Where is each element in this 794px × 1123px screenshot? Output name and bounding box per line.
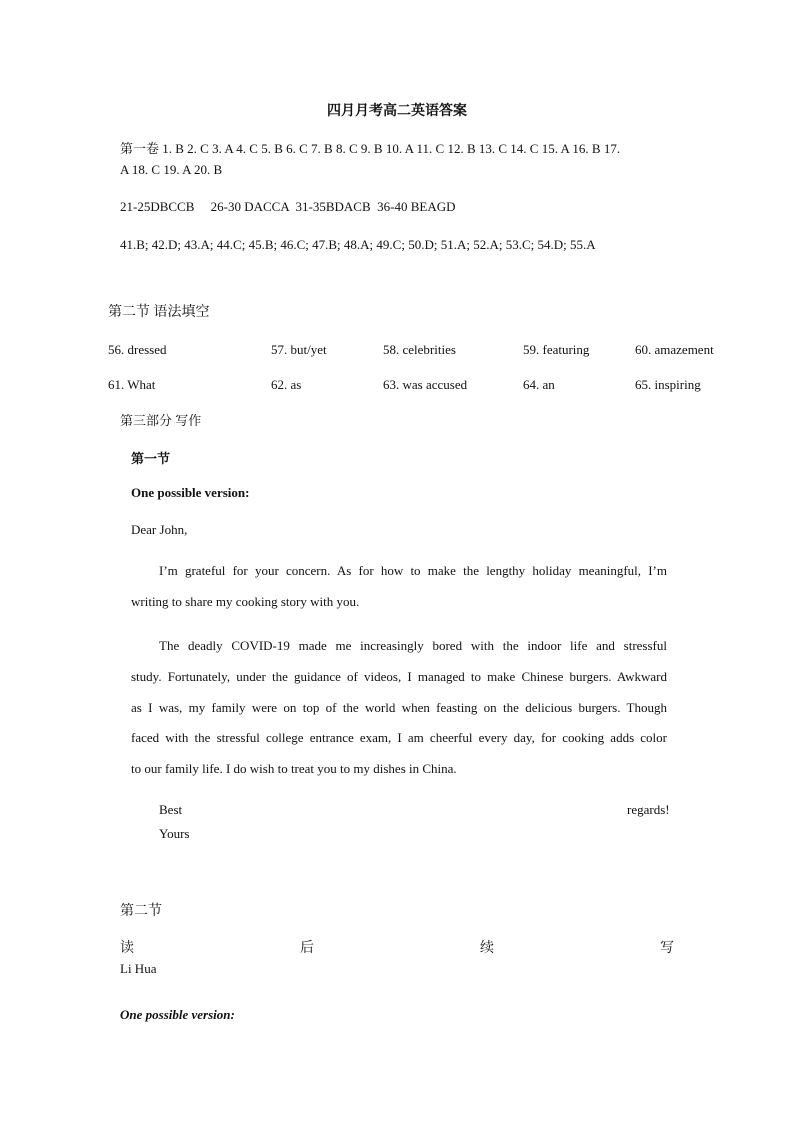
answers-part1-line4: 41.B; 42.D; 43.A; 44.C; 45.B; 46.C; 47.B; 48.A; 49.C; 50.D; 51.A; 52.A; 53.C; 54.D; 55.A — [120, 237, 596, 252]
grammar-answer: 59. featuring — [523, 342, 590, 357]
letter-para2-line: study. Fortunately, under the guidance of videos, I managed to make Chinese burgers. Awkward — [131, 669, 667, 684]
answers-part1-line3: 21-25DBCCB 26-30 DACCA 31-35BDACB 36-40 BEAGD — [120, 199, 456, 214]
writing-sub1-heading: 第一节 — [131, 451, 171, 466]
heading-char: 后 — [300, 941, 314, 956]
grammar-answer: 63. was accused — [383, 377, 468, 392]
heading-char: 读 — [120, 941, 134, 956]
letter-para2-line: The deadly COVID-19 made me increasingly bored with the indoor life and stressful — [159, 638, 667, 653]
version-label-2: One possible version: — [120, 1007, 235, 1022]
writing-part-heading: 第三部分 写作 — [120, 413, 202, 428]
answers-part1-line2: A 18. C 19. A 20. B — [120, 162, 223, 177]
letter-para1-line: I’m grateful for your concern. As for how to make the lengthy holiday meaningful, I’m — [159, 563, 667, 578]
closing-yours: Yours — [159, 826, 190, 841]
grammar-answer: 60. amazement — [635, 342, 714, 357]
grammar-answer: 57. but/yet — [271, 342, 327, 357]
grammar-answer: 64. an — [523, 377, 555, 392]
grammar-answer: 65. inspiring — [635, 377, 701, 392]
closing-regards: regards! — [627, 802, 670, 817]
grammar-answer: 56. dressed — [108, 342, 167, 357]
grammar-answer: 62. as — [271, 377, 302, 392]
version-label: One possible version: — [131, 485, 250, 500]
letter-para2-line: as I was, my family were on top of the world when feasting on the delicious burgers. Though — [131, 700, 667, 715]
letter-para2-line: to our family life. I do wish to treat you to my dishes in China. — [131, 761, 457, 776]
grammar-answer: 61. What — [108, 377, 156, 392]
continuation-writing-heading — [120, 937, 674, 957]
heading-char: 写 — [660, 941, 674, 956]
letter-para1-line: writing to share my cooking story with you. — [131, 594, 360, 609]
letter-greeting: Dear John, — [131, 522, 188, 537]
page-title: 四月月考高二英语答案 — [327, 104, 467, 119]
writing-sub2-heading: 第二节 — [120, 904, 162, 919]
answers-part1-line1: 第一卷 1. B 2. C 3. A 4. C 5. B 6. C 7. B 8. C 9. B 10. A 11. C 12. B 13. C 14. C 15. A 16. B 17. — [120, 141, 621, 156]
letter-para2-line: faced with the stressful college entrance exam, I am cheerful every day, for cooking adds color — [131, 730, 667, 745]
grammar-answer: 58. celebrities — [383, 342, 456, 357]
signature-name: Li Hua — [120, 961, 157, 976]
heading-char: 续 — [480, 941, 494, 956]
section2-heading: 第二节 语法填空 — [108, 305, 210, 320]
closing-best: Best — [159, 802, 183, 817]
